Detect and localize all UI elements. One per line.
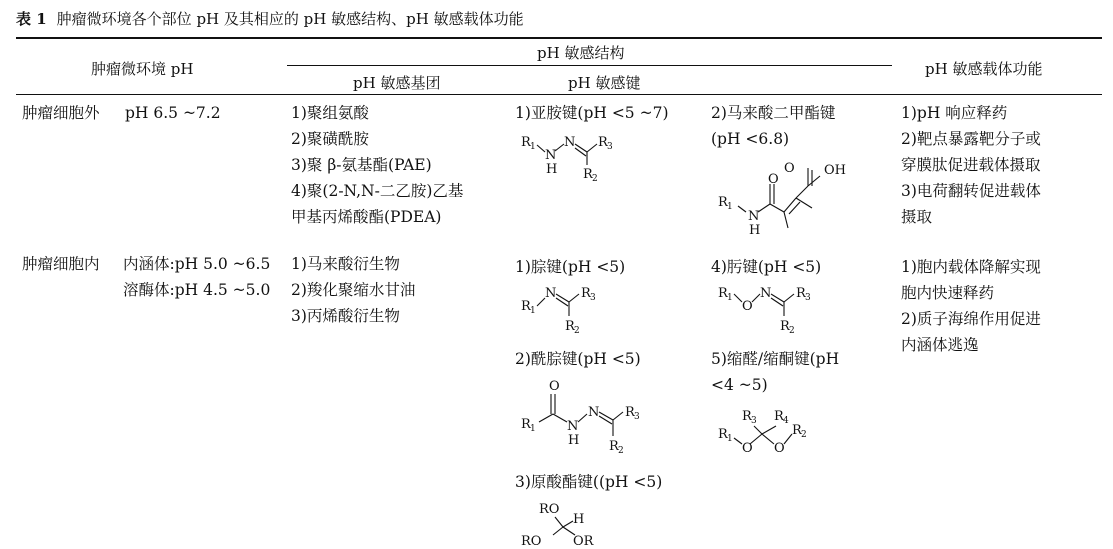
row1-functions: [901, 100, 1041, 230]
group-item: 4)聚(2-N,N-二乙胺)乙基: [291, 182, 464, 200]
atom-ro: RO: [539, 502, 560, 517]
atom-r: R: [718, 286, 728, 301]
row2-ph: [123, 251, 270, 303]
atom-o: O: [768, 172, 779, 187]
group-item: 1)马来酸衍生物: [291, 255, 400, 273]
atom-r: R: [581, 286, 591, 301]
atom-sub: 3: [805, 293, 811, 303]
group-item: 2)羧化聚缩水甘油: [291, 281, 416, 299]
group-item: 3)聚 β-氨基酯(PAE): [291, 156, 432, 174]
row2-ph-line: 溶酶体:pH 4.5 ~5.0: [123, 281, 271, 299]
function-item: 3)电荷翻转促进载体: [901, 182, 1041, 200]
function-item: 穿膜肽促进载体摄取: [901, 156, 1041, 174]
hydrazone-structure: [515, 282, 615, 338]
group-item: 1)聚组氨酸: [291, 104, 369, 122]
atom-sub: 3: [751, 416, 757, 426]
atom-n: N: [748, 209, 760, 224]
atom-o: O: [549, 379, 560, 394]
atom-o: O: [784, 161, 795, 176]
atom-r: R: [583, 167, 593, 182]
atom-n: N: [564, 135, 576, 150]
function-item: 内涵体逃逸: [901, 336, 979, 354]
atom-sub: 3: [634, 412, 640, 422]
table-label: 表 1: [16, 10, 47, 28]
header-environment: 肿瘤微环境 pH: [91, 60, 194, 78]
header-bottom-rule: [16, 94, 1102, 95]
function-item: 1)pH 响应释药: [901, 104, 1008, 122]
struct-header-rule: [287, 65, 892, 66]
maleate-bond-title-line2: (pH <6.8): [711, 130, 790, 148]
row2-functions: [901, 254, 1041, 358]
maleate-bond-title: [711, 100, 835, 152]
atom-sub: 1: [727, 202, 733, 212]
acetal-bond-title-line1: 5)缩醛/缩酮键(pH: [711, 350, 840, 368]
atom-r: R: [742, 409, 752, 424]
atom-sub: 1: [727, 293, 733, 303]
group-item: 3)丙烯酸衍生物: [291, 307, 400, 325]
atom-r: R: [796, 286, 806, 301]
atom-r: R: [718, 427, 728, 442]
atom-n: N: [545, 286, 557, 301]
function-item: 2)靶点暴露靶分子或: [901, 130, 1041, 148]
atom-h: H: [546, 162, 558, 177]
orthoester-bond-title: 3)原酸酯键((pH <5): [515, 473, 663, 491]
atom-sub: 3: [607, 142, 613, 152]
group-item: 甲基丙烯酸酯(PDEA): [291, 208, 442, 226]
row1-ph: [125, 100, 221, 126]
atom-sub: 2: [801, 430, 807, 440]
table-caption: [16, 8, 524, 29]
atom-n: N: [760, 286, 772, 301]
acylhydrazone-bond-title: 2)酰腙键(pH <5): [515, 350, 641, 368]
atom-o: O: [774, 441, 785, 456]
imine-bond-title: 1)亚胺键(pH <5 ~7): [515, 104, 669, 122]
atom-r: R: [780, 319, 790, 334]
atom-o: O: [742, 299, 753, 314]
atom-r: R: [521, 135, 531, 150]
atom-r: R: [598, 135, 608, 150]
oxime-bond-title: 4)肟键(pH <5): [711, 258, 822, 276]
imine-structure: [515, 128, 625, 188]
atom-h: H: [573, 512, 585, 527]
function-item: 1)胞内载体降解实现: [901, 258, 1041, 276]
atom-oh: OH: [824, 163, 846, 178]
acetal-bond-title-line2: <4 ~5): [711, 376, 768, 394]
row2-groups: [291, 251, 415, 329]
atom-r: R: [774, 409, 784, 424]
atom-r: R: [609, 439, 619, 454]
hydrazone-bond-title: 1)腙键(pH <5): [515, 258, 626, 276]
atom-or: OR: [573, 534, 594, 549]
atom-r: R: [521, 417, 531, 432]
header-function: pH 敏感载体功能: [925, 60, 1043, 78]
orthoester-structure: [515, 497, 615, 549]
atom-n: N: [567, 419, 579, 434]
row1-site: 肿瘤细胞外: [22, 104, 100, 122]
header-structure: pH 敏感结构: [537, 44, 625, 62]
table-title: 肿瘤微环境各个部位 pH 及其相应的 pH 敏感结构、pH 敏感载体功能: [56, 10, 524, 28]
row1-groups: [291, 100, 463, 230]
atom-sub: 1: [727, 434, 733, 444]
atom-sub: 2: [574, 326, 580, 336]
header-group: pH 敏感基团: [353, 74, 441, 92]
group-item: 2)聚磺酰胺: [291, 130, 369, 148]
atom-r: R: [625, 405, 635, 420]
acylhydrazone-structure: [515, 376, 675, 464]
atom-sub: 2: [592, 174, 598, 184]
maleate-structure: [712, 156, 862, 241]
atom-sub: 2: [618, 446, 624, 456]
acetal-structure: [712, 404, 842, 466]
atom-sub: 2: [789, 326, 795, 336]
function-item: 胞内快速释药: [901, 284, 995, 302]
atom-r: R: [521, 299, 531, 314]
maleate-bond-title-line1: 2)马来酸二甲酯键: [711, 104, 836, 122]
atom-sub: 1: [530, 306, 536, 316]
row2-ph-line: 内涵体:pH 5.0 ~6.5: [123, 255, 271, 273]
atom-ro: RO: [521, 534, 542, 549]
atom-sub: 1: [530, 142, 536, 152]
atom-n: N: [545, 148, 557, 163]
header-bond: pH 敏感键: [568, 74, 641, 92]
atom-o: O: [742, 441, 753, 456]
acetal-bond-title: [711, 346, 839, 398]
atom-sub: 4: [783, 416, 789, 426]
atom-h: H: [568, 433, 580, 448]
atom-r: R: [792, 423, 802, 438]
row2-site: 肿瘤细胞内: [22, 255, 100, 273]
atom-r: R: [718, 195, 728, 210]
top-rule: [16, 37, 1102, 39]
function-item: 摄取: [901, 208, 933, 226]
atom-n: N: [588, 405, 600, 420]
function-item: 2)质子海绵作用促进: [901, 310, 1041, 328]
oxime-structure: [712, 282, 822, 338]
atom-sub: 1: [530, 424, 536, 434]
atom-r: R: [565, 319, 575, 334]
atom-sub: 3: [590, 293, 596, 303]
atom-h: H: [749, 223, 761, 238]
row1-ph-line: pH 6.5 ~7.2: [125, 104, 221, 122]
